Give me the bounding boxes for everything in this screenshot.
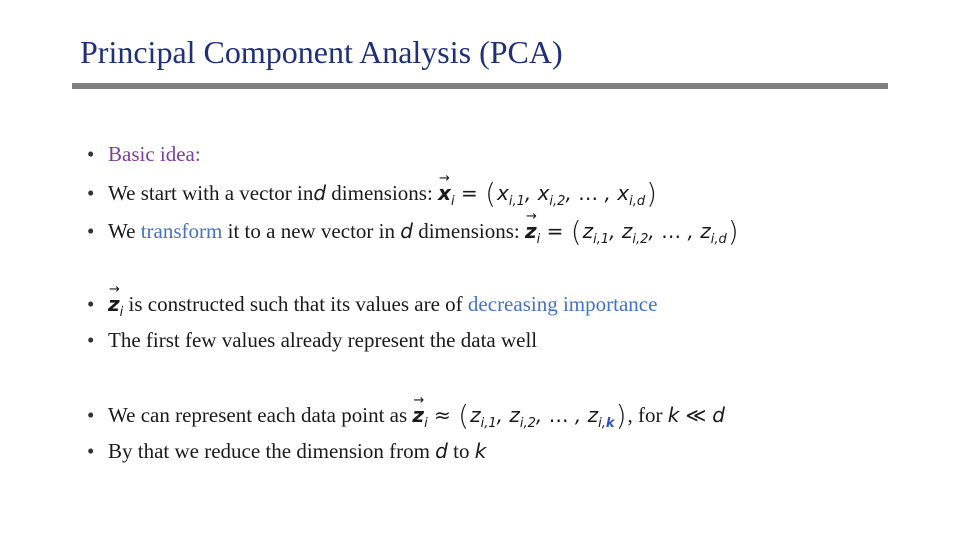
elem-2: x bbox=[537, 181, 550, 205]
var-d: d bbox=[400, 219, 413, 243]
equation-x: → $x_i = (x_{i,1}$, $x_{i,2}$, … , $x_{i,d}$) bbox=[438, 178, 658, 206]
elem-3-sub-k: k bbox=[605, 416, 615, 431]
vec-sub: i bbox=[119, 305, 124, 320]
ellipsis: … bbox=[548, 403, 569, 427]
elem-1-sub: i,1 bbox=[480, 416, 497, 431]
vec-sub: i bbox=[424, 416, 428, 431]
elem-3: z bbox=[700, 219, 711, 243]
equation-approx: → $z_i \approx (z_{i,1}$, $z_{i,2}$, … , $z_{i,k}$) bbox=[412, 400, 627, 428]
elem-3-sub: i,d bbox=[629, 194, 646, 209]
bullet-first-values bbox=[87, 327, 537, 353]
bullet-text: We can represent each data point as bbox=[108, 403, 413, 427]
bullet-text: Basic idea: bbox=[108, 142, 201, 166]
elem-1: x bbox=[497, 181, 509, 205]
to-text: to bbox=[447, 439, 475, 463]
var-d: d bbox=[435, 439, 448, 463]
equals-sign: = bbox=[546, 219, 564, 243]
highlight-transform: transform bbox=[140, 219, 223, 243]
bullet-text: By that we reduce the dimension from bbox=[108, 439, 436, 463]
bullet-dot: • bbox=[87, 439, 95, 463]
bullet-dot: • bbox=[87, 292, 95, 316]
vector-z: → z bbox=[412, 402, 424, 428]
equals-sign: = bbox=[460, 181, 478, 205]
elem-3-sub-i: i, bbox=[598, 416, 606, 431]
bullet-dot: • bbox=[87, 403, 95, 427]
equation-z: → $z_i = (z_{i,1}$, $z_{i,2}$, … , $z_{i,d}$) bbox=[525, 216, 740, 244]
elem-1: z bbox=[582, 219, 594, 243]
bullet-text-pre: We bbox=[108, 219, 141, 243]
open-paren: ( bbox=[485, 177, 496, 210]
bullet-reduce bbox=[87, 438, 486, 464]
bullet-dot: • bbox=[87, 181, 95, 205]
elem-2-sub: i,2 bbox=[519, 416, 536, 431]
highlight-decreasing-importance: decreasing importance bbox=[467, 292, 658, 316]
bullet-text-2: dimensions: bbox=[326, 181, 439, 205]
elem-3: z bbox=[587, 403, 599, 427]
var-d: d bbox=[712, 403, 725, 427]
approx-sign: ≈ bbox=[434, 403, 451, 427]
elem-1-sub: i,1 bbox=[593, 232, 610, 247]
var-d: d bbox=[313, 181, 327, 205]
vec-sub: i bbox=[450, 194, 455, 209]
ellipsis: … bbox=[578, 181, 599, 205]
close-paren: ) bbox=[646, 177, 658, 210]
bullet-constructed bbox=[87, 291, 658, 320]
elem-3: x bbox=[617, 181, 630, 205]
bullet-text-2: dimensions: bbox=[412, 219, 525, 243]
bullet-text: is constructed such that its values are of bbox=[123, 292, 468, 316]
vector-z-inline bbox=[108, 291, 124, 320]
elem-2-sub: i,2 bbox=[632, 232, 649, 247]
vector-z: → z bbox=[108, 291, 120, 317]
vector-z: → z bbox=[525, 218, 537, 244]
bullet-dot: • bbox=[87, 142, 95, 166]
bullet-text: The first few values already represent the data well bbox=[108, 328, 538, 352]
slide-title: Principal Component Analysis (PCA) bbox=[80, 34, 563, 70]
bullet-dot: • bbox=[87, 219, 95, 243]
bullet-start-vector bbox=[87, 177, 658, 210]
elem-1-sub: i,1 bbox=[508, 194, 525, 209]
bullet-dot: • bbox=[87, 328, 95, 352]
var-k: k bbox=[667, 403, 680, 427]
for-text: , for bbox=[627, 403, 668, 427]
elem-1: z bbox=[470, 403, 481, 427]
bullet-transform bbox=[87, 215, 740, 248]
bullet-represent bbox=[87, 399, 725, 432]
much-less-sign: ≪ bbox=[685, 403, 707, 427]
elem-3-sub: i,d bbox=[710, 232, 727, 247]
bullet-text: it to a new vector in bbox=[222, 219, 401, 243]
vec-sub: i bbox=[536, 232, 541, 247]
bullet-basic-idea bbox=[87, 141, 201, 167]
elem-2-sub: i,2 bbox=[549, 194, 566, 209]
bullet-text: We start with a vector in bbox=[108, 181, 314, 205]
elem-3-sub bbox=[598, 416, 614, 431]
close-paren: ) bbox=[615, 399, 627, 432]
open-paren: ( bbox=[458, 399, 470, 432]
ellipsis: … bbox=[661, 219, 682, 243]
elem-2: z bbox=[509, 403, 520, 427]
close-paren: ) bbox=[727, 215, 739, 248]
title-divider bbox=[72, 83, 888, 89]
open-paren: ( bbox=[570, 215, 582, 248]
elem-2: z bbox=[621, 219, 633, 243]
vector-x: → x bbox=[438, 180, 451, 206]
var-k: k bbox=[474, 439, 487, 463]
